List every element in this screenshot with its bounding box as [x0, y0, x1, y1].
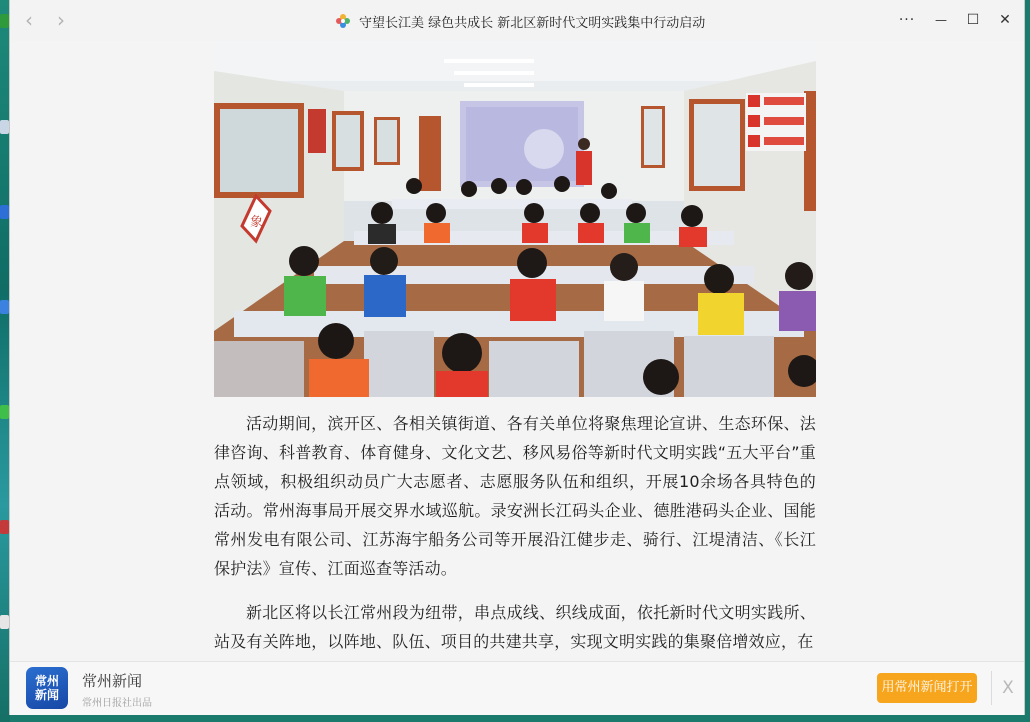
article-content [10, 41, 1024, 661]
desktop-icon[interactable] [0, 300, 9, 314]
article-photo [214, 41, 816, 397]
back-button[interactable]: ‹ [25, 8, 33, 32]
desktop-icon[interactable] [0, 405, 9, 419]
close-button[interactable]: ✕ [999, 12, 1011, 28]
article-body [214, 409, 816, 661]
desktop-icon[interactable] [0, 205, 9, 219]
desktop-icon[interactable] [0, 120, 9, 134]
article-paragraph-2: 新北区将以长江常州段为纽带，串点成线、织线成面，依托新时代文明实践所、站及有关阵地，以阵地、队伍、项目的共建共享，实现文明实践的集聚倍增效应，在 [214, 603, 816, 651]
browser-window [10, 0, 1024, 714]
app-download-bar [10, 661, 1024, 715]
divider [991, 671, 992, 705]
minimize-button[interactable]: — [935, 13, 947, 27]
close-appbar-button[interactable]: X [1002, 678, 1014, 698]
forward-button[interactable]: › [57, 8, 65, 32]
maximize-button[interactable]: ☐ [966, 12, 980, 28]
title-bar [10, 0, 1024, 41]
desktop-background [0, 0, 10, 722]
window-title [335, 11, 705, 31]
app-name: 常州新闻 [82, 672, 143, 690]
open-in-app-button[interactable]: 用常州新闻打开 [877, 673, 977, 703]
app-logo-icon [26, 667, 68, 709]
desktop-icon[interactable] [0, 14, 9, 28]
app-logo-icon [335, 13, 351, 29]
desktop-icon[interactable] [0, 615, 9, 629]
desktop-icon[interactable] [0, 520, 9, 534]
classroom-photo [214, 41, 816, 397]
wall-sign-text: 象 [250, 215, 264, 230]
app-publisher: 常州日报社出品 [82, 698, 152, 709]
window-title-text: 守望长江美 绿色共成长 新北区新时代文明实践集中行动启动 [359, 15, 706, 31]
more-options-button[interactable]: ··· [898, 12, 916, 28]
article-paragraph-1: 活动期间，滨开区、各相关镇街道、各有关单位将聚焦理论宣讲、生态环保、法律咨询、科普教育、体育健身、文化文艺、移风易俗等新时代文明实践“五大平台”重点领域，积极组织动员广大志愿者、志愿服务队伍和组织，开展10余场各具特色的活动。常州海事局开展交界水域巡航。录安洲长江码头企业、德胜港码头企业、国能常州发电有限公司、江苏海宇船务公司等开展沿江健步走、骑行、江堤清洁、《长江保护法》宣传、江面巡查等活动。 [214, 414, 816, 578]
app-logo-text: 常州新闻 [34, 674, 59, 702]
